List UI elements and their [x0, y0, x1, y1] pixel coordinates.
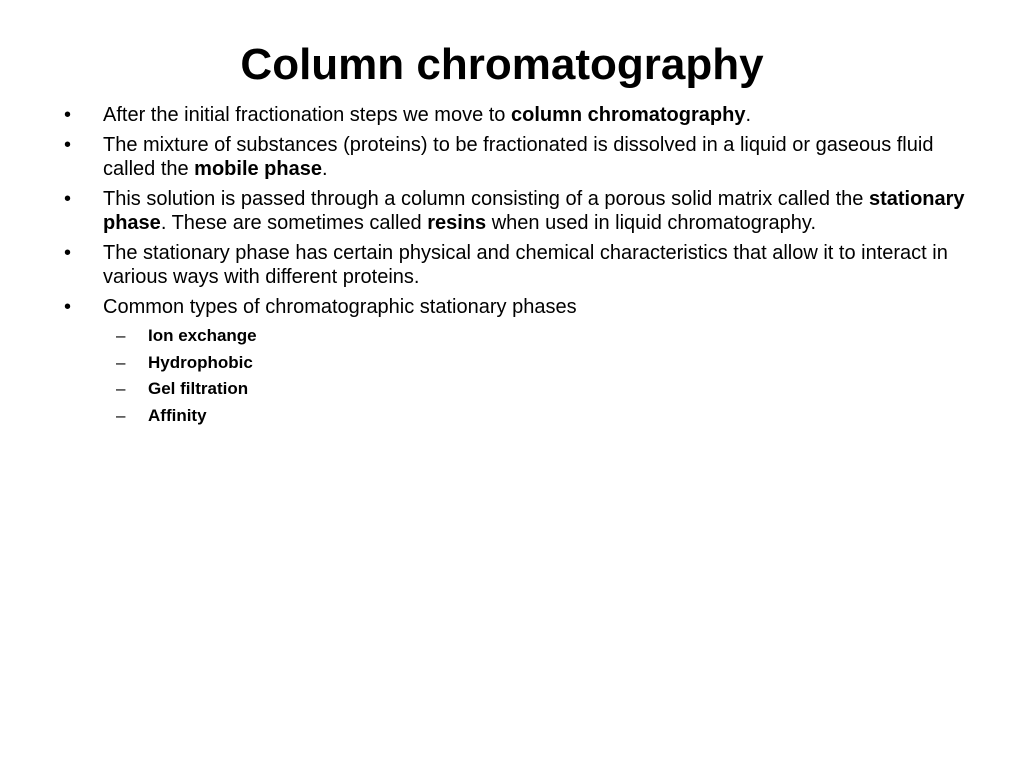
bullet-text: After the initial fractionation steps we move to: [103, 104, 511, 126]
sub-bullet-list: [62, 324, 982, 427]
bullet-text: when used in liquid chromatography.: [486, 212, 816, 234]
bullet-text: Common types of chromatographic stationary phases: [103, 295, 577, 318]
bullet-text: .: [321, 158, 328, 180]
bullet-text: The mixture of substances (proteins) to be fractionated is dissolved in a liquid or gaseous fluid called the: [103, 133, 934, 180]
sub-bullet-text: Affinity: [148, 405, 207, 425]
bullet-bold-term: mobile phase: [194, 158, 322, 180]
sub-bullet-marker: –: [116, 326, 126, 345]
sub-bullet-marker: –: [116, 352, 126, 372]
sub-bullet-item: [62, 351, 982, 374]
bullet-item: [62, 241, 982, 290]
bullet-item: [62, 103, 982, 128]
bullet-marker: •: [64, 241, 72, 264]
bullet-text: This solution is passed through a column consisting of a porous solid matrix called the: [103, 187, 869, 210]
sub-bullet-item: [62, 324, 982, 347]
bullet-marker: •: [64, 133, 72, 156]
bullet-text: . These are sometimes called: [160, 212, 428, 234]
bullet-bold-term: column chromatography: [510, 104, 746, 126]
bullet-bold-term: stationary phase: [103, 187, 965, 234]
bullet-item: [62, 187, 982, 236]
sub-bullet-text: Hydrophobic: [148, 352, 253, 372]
sub-bullet-item: [62, 404, 982, 427]
bullet-marker: •: [64, 104, 72, 126]
bullet-marker: •: [64, 187, 72, 210]
sub-bullet-text: Gel filtration: [148, 379, 249, 398]
bullet-item: [62, 295, 982, 320]
sub-bullet-text: Ion exchange: [148, 326, 257, 345]
sub-bullet-marker: –: [116, 405, 126, 425]
bullet-text: .: [745, 104, 752, 126]
sub-bullet-item: [62, 377, 982, 400]
bullet-text: The stationary phase has certain physical and chemical characteristics that allow it to interact in various ways with different proteins.: [103, 241, 948, 288]
bullet-bold-term: resins: [427, 212, 487, 234]
bullet-marker: •: [64, 295, 72, 318]
bullet-list: [62, 103, 982, 430]
bullet-item: [62, 133, 982, 182]
sub-bullet-marker: –: [116, 379, 126, 398]
slide-title: Column chromatography: [240, 40, 764, 89]
